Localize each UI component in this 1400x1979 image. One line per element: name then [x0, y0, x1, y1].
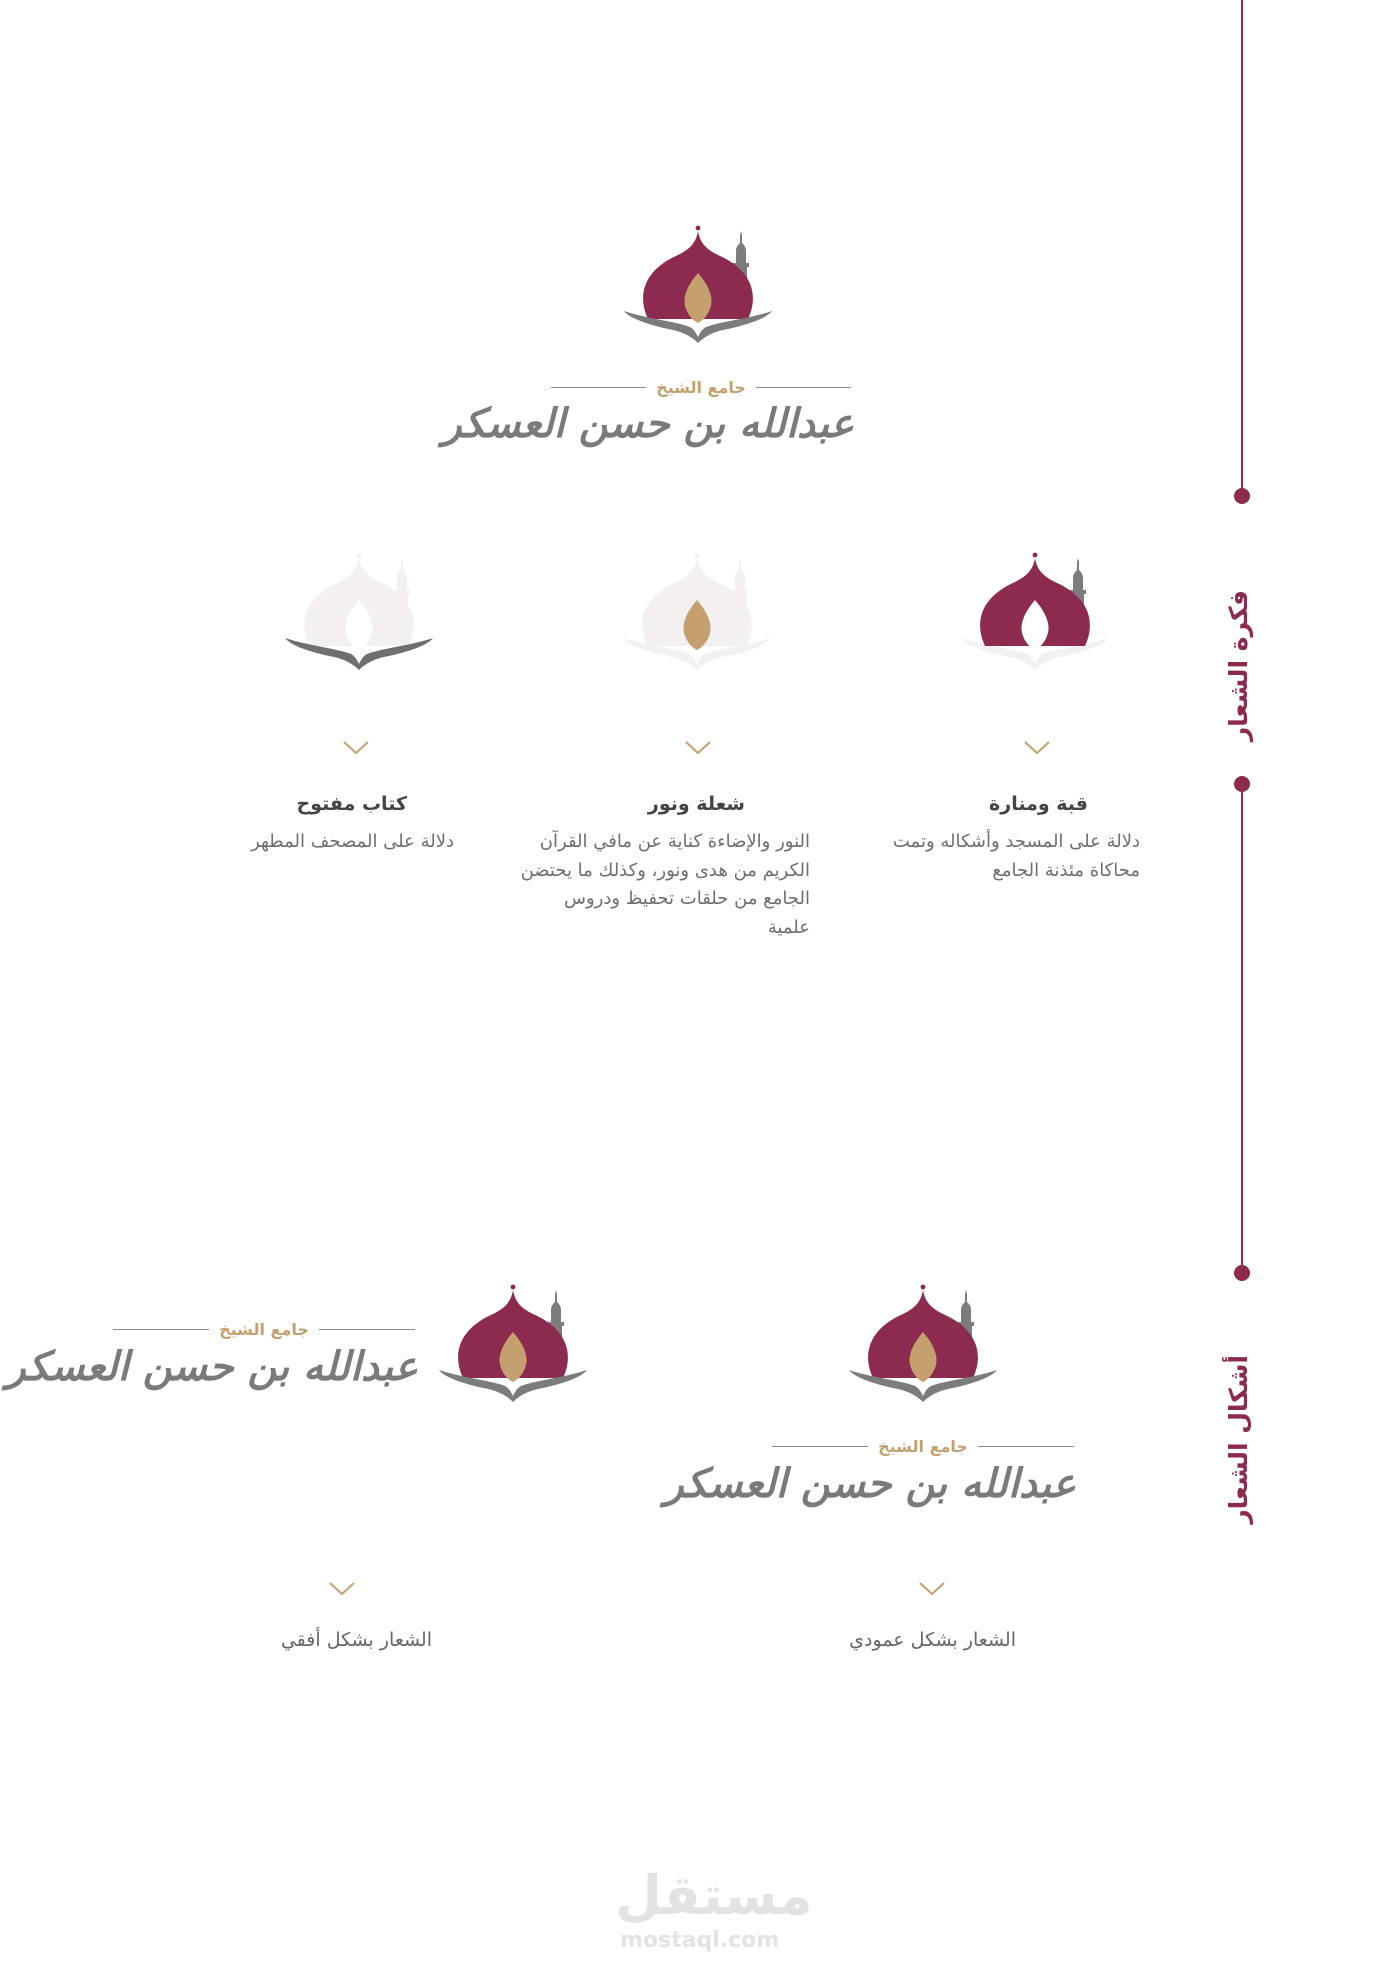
- logo-calligraphy: عبدالله بن حسن العسكر: [6, 1343, 418, 1390]
- idea-title-book: كتاب مفتوح: [296, 793, 407, 815]
- chevron-down-icon: [327, 1580, 357, 1598]
- logo-subtitle: جامع الشيخ: [219, 1320, 309, 1339]
- idea-desc-dome: دلالة على المسجد وأشكاله وتمت محاكاة مئذنة الجامع: [892, 831, 1140, 881]
- vertical-logo-subtitle: [772, 1437, 1074, 1456]
- caption-vertical: الشعار بشكل عمودي: [849, 1629, 1016, 1651]
- mosque-logo-icon: [843, 1272, 1003, 1412]
- idea-title-dome: قبة ومنارة: [989, 793, 1088, 815]
- timeline-line-middle: [1241, 783, 1243, 1273]
- idea-desc-book: دلالة على المصحف المطهر: [251, 831, 454, 852]
- caption-horizontal: الشعار بشكل أفقي: [280, 1629, 432, 1651]
- timeline-dot: [1234, 488, 1250, 504]
- main-logo: [618, 213, 778, 353]
- section-title-idea: فكرة الشعار: [1224, 590, 1253, 742]
- icon-open-book: [279, 540, 439, 680]
- timeline-dot: [1234, 1265, 1250, 1281]
- main-logo-subtitle: [551, 378, 851, 397]
- horizontal-logo-subtitle: [113, 1320, 415, 1339]
- chevron-down-icon: [683, 739, 713, 757]
- idea-desc-flame: النور والإضاءة كناية عن مافي القرآن الكريم من هدى ونور، وكذلك ما يحتضن الجامع من حلقات تحفيظ ودروس علمية: [520, 831, 810, 938]
- logo-subtitle: جامع الشيخ: [878, 1437, 968, 1456]
- icon-dome-minaret: [955, 540, 1115, 680]
- timeline-line-top: [1241, 0, 1243, 495]
- horizontal-logo: [433, 1272, 593, 1412]
- watermark-url: mostaql.com: [620, 1928, 780, 1953]
- mosque-logo-icon: [433, 1272, 593, 1412]
- icon-flame: [617, 540, 777, 680]
- watermark-logo: مستقل: [615, 1864, 813, 1927]
- logo-subtitle: جامع الشيخ: [656, 378, 746, 397]
- logo-calligraphy: عبدالله بن حسن العسكر: [664, 1460, 1076, 1507]
- flame-icon: [617, 540, 777, 680]
- vertical-logo: [843, 1272, 1003, 1412]
- idea-title-flame: شعلة ونور: [647, 793, 745, 815]
- chevron-down-icon: [1022, 739, 1052, 757]
- open-book-icon: [279, 540, 439, 680]
- chevron-down-icon: [341, 739, 371, 757]
- timeline-dot: [1234, 776, 1250, 792]
- mosque-logo-icon: [618, 213, 778, 353]
- dome-minaret-icon: [955, 540, 1115, 680]
- logo-calligraphy: عبدالله بن حسن العسكر: [442, 400, 854, 447]
- section-title-forms: أشكال الشعار: [1224, 1355, 1253, 1524]
- chevron-down-icon: [917, 1580, 947, 1598]
